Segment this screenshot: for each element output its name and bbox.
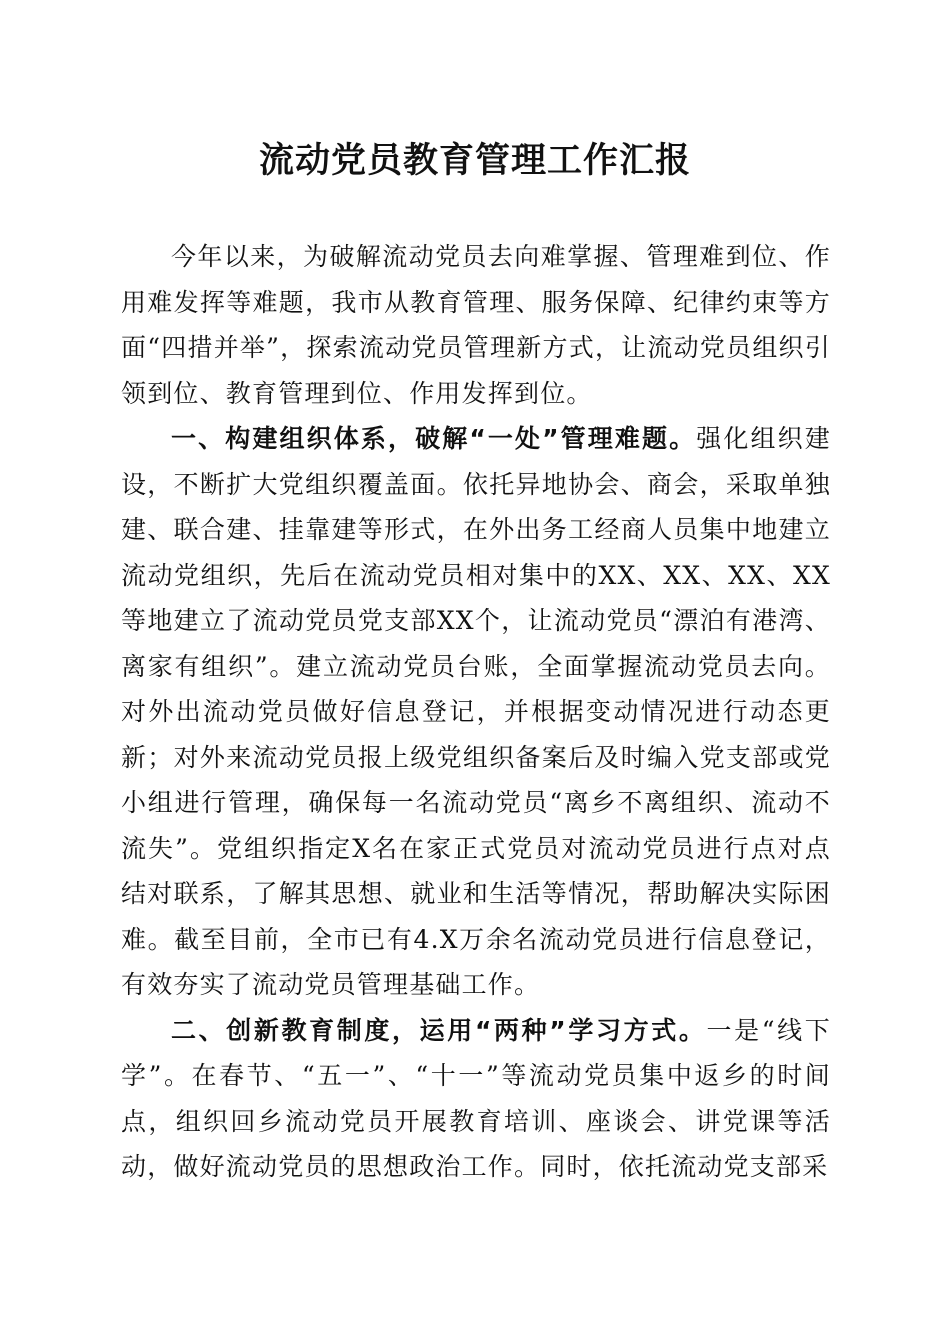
section-two-heading: 二、创新教育制度，运用“两种”学习方式。 xyxy=(171,1015,707,1045)
intro-paragraph-text: 今年以来，为破解流动党员去向难掌握、管理难到位、作用难发挥等难题，我市从教育管理、服务保障、纪律约束等方面“四措并举”，探索流动党员管理新方式，让流动党员组织引领到位、教育管理到位、作用发挥到位。 xyxy=(121,242,831,408)
section-two-paragraph xyxy=(121,1008,831,1190)
document-title: 流动党员教育管理工作汇报 xyxy=(258,140,691,181)
document-body xyxy=(121,234,831,1190)
section-one-text: 强化组织建设，不断扩大党组织覆盖面。依托异地协会、商会，采取单独建、联合建、挂靠建等形式，在外出务工经商人员集中地建立流动党组织，先后在流动党员相对集中的XX、XX、XX、XX等地建立了流动党员党支部XX个，让流动党员“漂泊有港湾、离家有组织”。建立流动党员台账，全面掌握流动党员去向。对外出流动党员做好信息登记，并根据变动情况进行动态更新；对外来流动党员报上级党组织备案后及时编入党支部或党小组进行管理，确保每一名流动党员“离乡不离组织、流动不流失”。党组织指定X名在家正式党员对流动党员进行点对点结对联系，了解其思想、就业和生活等情况，帮助解决实际困难。截至目前，全市已有4.X万余名流动党员进行信息登记，有效夯实了流动党员管理基础工作。 xyxy=(121,424,831,999)
section-one-heading: 一、构建组织体系，破解“一处”管理难题。 xyxy=(171,424,697,453)
section-two-text: 一是“线下学”。在春节、“五一”、“十一”等流动党员集中返乡的时间点，组织回乡流动党员开展教育培训、座谈会、讲党课等活动，做好流动党员的思想政治工作。同时，依托流动党支部采 xyxy=(121,1015,831,1181)
section-one-paragraph xyxy=(121,416,831,1008)
intro-paragraph xyxy=(121,234,831,416)
